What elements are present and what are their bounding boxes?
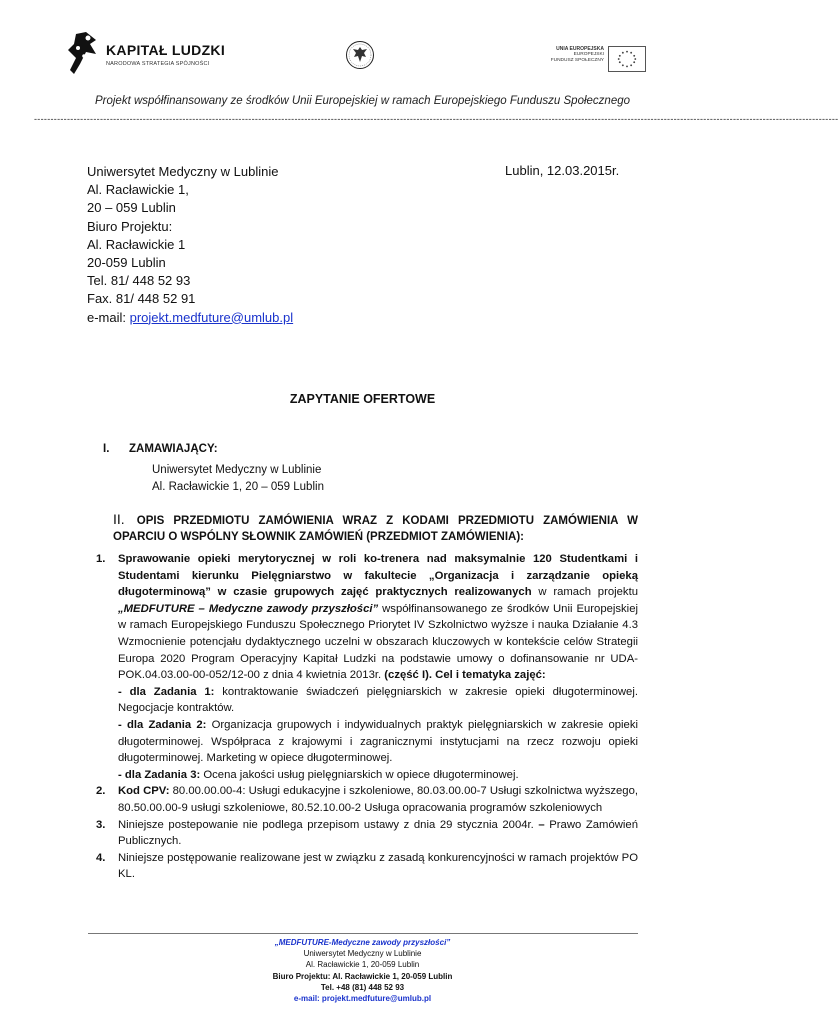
section-2-title: OPIS PRZEDMIOTU ZAMÓWIENIA WRAZ Z KODAMI PRZEDMIOTU ZAMÓWIENIA W OPARCIU O WSPÓLNY SŁOWNIK ZAMÓWIEŃ (PRZEDMIOT ZAMÓWIENIA):	[113, 515, 639, 543]
task-2	[118, 717, 638, 767]
address-line: 20 – 059 Lublin	[87, 200, 176, 216]
item-4-text: Niniejsze postępowanie realizowane jest w związku z zasadą konkurencyjności w ramach projektów PO KL.	[118, 851, 638, 881]
address-line: Uniwersytet Medyczny w Lublinie	[87, 164, 279, 179]
footer-line: Tel. +48 (81) 448 52 93	[320, 982, 405, 992]
kapital-ludzki-figure-icon	[66, 30, 100, 76]
task-2-label: - dla Zadania 2:	[118, 718, 207, 731]
page-footer	[0, 937, 725, 1004]
order-items-list	[96, 551, 638, 883]
project-name: „MEDFUTURE – Medyczne zawody przyszłości”	[118, 602, 379, 615]
footer-line: Uniwersytet Medyczny w Lublinie	[303, 949, 422, 959]
section-2-heading	[113, 511, 638, 545]
list-item	[96, 783, 638, 816]
address-line: Al. Racławickie 1,	[87, 182, 189, 198]
kapital-ludzki-subtitle: NARODOWA STRATEGIA SPÓJNOŚCI	[106, 61, 210, 67]
header-divider: ----------------------------------------------------------------------------------------------------------------------------------------------------------------------------------------------------------------------------------------------------	[34, 114, 838, 124]
item-number: 1.	[96, 553, 106, 565]
eu-flag-icon	[608, 46, 646, 72]
item-1-part: (część I). Cel i tematyka zajęć:	[384, 669, 546, 682]
address-line: Biuro Projektu:	[87, 218, 173, 234]
item-1-text: w ramach projektu	[531, 586, 638, 599]
address-line: Fax. 81/ 448 52 91	[87, 291, 196, 307]
email-line	[87, 309, 293, 327]
section-2-number: II.	[113, 511, 125, 527]
section-1-body	[152, 462, 324, 495]
task-3	[118, 767, 638, 784]
item-number: 3.	[96, 818, 106, 831]
address-line: 20-059 Lublin	[87, 255, 166, 271]
eu-logo	[546, 44, 656, 74]
section-1-heading	[103, 443, 218, 455]
footer-email: e-mail: projekt.medfuture@umlub.pl	[293, 994, 432, 1004]
kapital-ludzki-title: KAPITAŁ LUDZKI	[106, 42, 226, 58]
footer-line: Biuro Projektu: Al. Racławickie 1, 20-059 Lublin	[272, 971, 453, 981]
list-item	[96, 850, 638, 883]
item-3-text: Niniejsze postepowanie nie podlega przepisom ustawy z dnia 29 stycznia 2004r.	[118, 818, 539, 831]
eu-logo-line2: EUROPEJSKI	[573, 52, 604, 57]
cpv-label: Kod CPV:	[118, 785, 170, 798]
eu-logo-line1: UNIA EUROPEJSKA	[556, 46, 604, 52]
list-item	[96, 817, 638, 850]
section-1-line: Al. Racławickie 1, 20 – 059 Lublin	[152, 480, 324, 493]
section-1-line: Uniwersytet Medyczny w Lublinie	[152, 464, 322, 476]
document-date: Lublin, 12.03.2015r.	[505, 163, 620, 178]
task-1	[118, 684, 638, 717]
task-3-label: - dla Zadania 3:	[118, 768, 201, 781]
list-item	[96, 551, 638, 783]
sender-address	[87, 163, 293, 327]
kapital-ludzki-logo	[66, 30, 226, 80]
address-line: Al. Racławickie 1	[87, 236, 186, 252]
item-3-dash: –	[538, 818, 545, 831]
email-label: e-mail:	[87, 309, 130, 325]
email-link[interactable]: projekt.medfuture@umlub.pl	[129, 309, 294, 325]
cpv-codes: 80.00.00.00-4: Usługi edukacyjne i szkoleniowe, 80.03.00.00-7 Usługi szkolnictwa wyższego, 80.50.00.00-9 usługi szkoleniowe, 80.52.10.00-2 Usługa opracowania programów szkoleniowych	[118, 785, 639, 814]
polish-eagle-emblem-icon	[345, 40, 375, 70]
footer-project-title: „MEDFUTURE-Medyczne zawody przyszłości”	[274, 938, 451, 947]
cofinancing-note: Projekt współfinansowany ze środków Unii Europejskiej w ramach Europejskiego Funduszu Społecznego	[94, 95, 631, 107]
task-3-text: Ocena jakości usług pielęgniarskich w opiece długoterminowej.	[200, 768, 519, 781]
item-number: 4.	[96, 851, 106, 864]
task-1-text: kontraktowanie świadczeń pielęgniarskich w zakresie opieki długoterminowej. Negocjacje kontraktów.	[118, 685, 638, 715]
item-1-text-2: współfinansowanego ze środków Unii Europejskiej w ramach Europejskiego Funduszu Społecznego Priorytet IV Szkolnictwo wyższe i nauka Działanie 4.3 Wzmocnienie potencjału dydaktycznego uczelni w obszarach kluczowych w kontekście celów Strategii Europa 2020 Program Operacyjny Kapitał Ludzki na podstawie umowy o dofinansowanie nr UDA-POK.04.03.00-00-052/12-00 z dnia 4 kwietnia 2013r.	[118, 602, 638, 682]
item-number: 2.	[96, 785, 106, 798]
item-3-text-2: Prawo Zamówień Publicznych.	[118, 818, 638, 848]
section-1-number: I.	[103, 443, 110, 455]
task-2-text: Organizacja grupowych i indywidualnych praktyk pielęgniarskich w zakresie opieki długoterminowej. Współpraca z krajowymi i zagranicznymi instytucjami na rzecz rozwoju opieki długoterminowej. Marketing w opiece długoterminowej.	[118, 718, 638, 765]
eu-logo-line3: FUNDUSZ SPOŁECZNY	[550, 58, 604, 63]
footer-line: Al. Racławickie 1, 20-059 Lublin	[305, 960, 420, 970]
section-1-title: ZAMAWIAJĄCY:	[129, 443, 218, 455]
footer-divider	[88, 933, 638, 934]
address-line: Tel. 81/ 448 52 93	[87, 273, 191, 289]
document-title: ZAPYTANIE OFERTOWE	[289, 392, 436, 406]
task-1-label: - dla Zadania 1:	[118, 685, 215, 698]
item-1-lead: Sprawowanie opieki merytorycznej w roli ko-trenera nad maksymalnie 120 Studentkami i Studentami kierunku Pielęgniarstwo w fakultecie „Organizacja i zarządzanie opieką długoterminową” w czasie grupowych zajęć praktycznych realizowanych	[118, 553, 638, 599]
